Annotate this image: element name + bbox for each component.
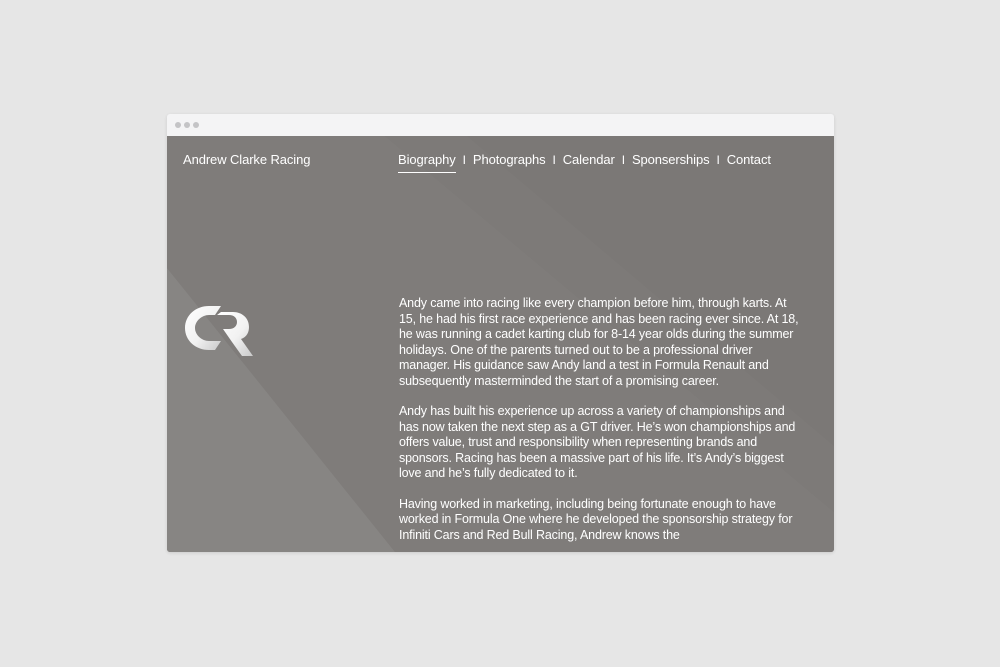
nav-item-calendar[interactable]: Calendar [562, 152, 615, 167]
browser-window [167, 114, 834, 552]
nav-item-contact[interactable]: Contact [726, 152, 771, 167]
site-title[interactable]: Andrew Clarke Racing [183, 152, 311, 167]
nav-item-photographs[interactable]: Photographs [472, 152, 546, 167]
cr-monogram-logo-icon [183, 302, 255, 360]
nav-separator: I [552, 153, 556, 167]
site-viewport [167, 136, 834, 552]
biography-text [399, 296, 799, 552]
nav-item-sponserships[interactable]: Sponserships [631, 152, 710, 167]
bio-paragraph: Having worked in marketing, including being fortunate enough to have worked in Formula One where he developed the sponsorship strategy for Infiniti Cars and Red Bull Racing, Andrew knows the [399, 496, 793, 542]
main-nav [398, 152, 771, 168]
nav-separator: I [716, 153, 720, 167]
browser-titlebar [167, 114, 834, 136]
nav-separator: I [462, 153, 466, 167]
window-control-dot[interactable] [184, 122, 190, 128]
window-control-dot[interactable] [193, 122, 199, 128]
bio-paragraph: Andy has built his experience up across a variety of championships and has now taken the next step as a GT driver. He’s won championships and offers value, trust and responsibility when representing brands and sponsors. Racing has been a massive part of his life. It’s Andy’s biggest love and he’s fully dedicated to it. [399, 404, 796, 480]
bio-paragraph: Andy came into racing like every champion before him, through karts. At 15, he had his first race experience and has been racing ever since. At 18, he was running a cadet karting club for 8-14 year olds during the summer holidays. One of the parents turned out to be a professional driver manager. His guidance saw Andy land a test in Formula Renault and subsequently masterminded the start of a promising career. [399, 296, 799, 388]
window-control-dot[interactable] [175, 122, 181, 128]
nav-item-biography[interactable]: Biography [398, 152, 456, 167]
nav-separator: I [621, 153, 625, 167]
